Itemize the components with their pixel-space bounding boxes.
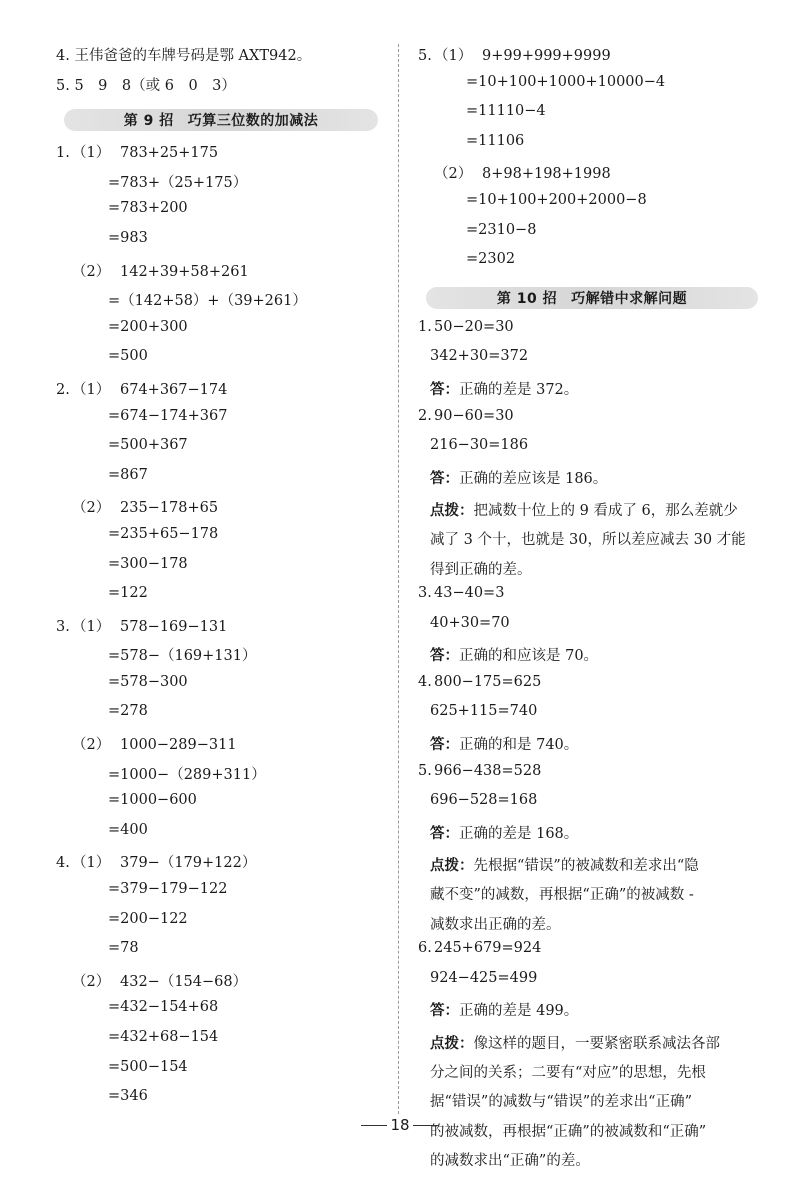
answer-text: 正确的和应该是 70。 [459,648,599,665]
problem-number: 3. [56,618,70,635]
calc-step: =2302 [466,251,516,268]
answer-prefix: 答： [430,380,459,398]
answer-prefix: 答： [430,469,459,487]
calc-step: 696−528=168 [430,792,538,809]
expression: 578−169−131 [120,618,228,635]
expression: 50−20=30 [434,318,514,335]
problem-head [434,162,758,192]
calc-step: =432−154+68 [108,999,219,1016]
calc-step: =432+68−154 [108,1029,219,1045]
section-title: 巧解错中求解问题 [571,290,688,307]
hint-text: 把减数十位上的 9 看成了 6，那么差就少 [473,503,738,520]
problem-number: 2. [418,407,432,424]
sub-label: （1） [72,618,111,635]
expression: 674+367−174 [120,381,228,398]
answer-prefix: 答： [430,824,459,842]
problem-head [72,970,378,1000]
expression: 142+39+58+261 [120,263,249,280]
answer-line: 5. 5 9 8（或 6 0 3） [56,77,236,94]
calc-step: =867 [108,466,148,483]
answer-prefix: 答： [430,1002,459,1020]
hint-prefix: 点拨： [430,1035,474,1052]
calc-step: =200−122 [108,910,188,927]
hint-text: 像这样的题目，一要紧密联系减法各部 [473,1036,720,1052]
problem-number: 3. [418,585,432,602]
problem-head [56,378,378,408]
answer-text: 正确的和是 740。 [459,737,579,754]
calc-step: =（142+58）+（39+261） [108,293,307,310]
calc-step: =200+300 [108,318,188,335]
answer-prefix: 答： [430,647,459,665]
calc-step: 625+115=740 [430,703,538,720]
calc-step: =300−178 [108,555,188,572]
calc-step: =578−（169+131） [108,648,257,665]
hint-text: 分之间的关系；二要有“对应”的思想，先根 [430,1064,706,1081]
answer-line: 4. 王伟爸爸的车牌号码是鄂 AXT942。 [56,48,312,64]
expression: 379−（179+122） [120,855,257,872]
calc-step: =783+200 [108,200,188,217]
expression: 235−178+65 [120,500,219,517]
problem-head [418,940,758,970]
problem-number: 2. [56,381,70,398]
calc-step: =78 [108,940,139,957]
calc-step: =2310−8 [466,221,537,238]
answer-line [418,733,758,763]
hint-line [418,1088,758,1118]
calc-step: =500 [108,348,148,365]
hint-text: 据“错误”的减数与“错误”的差求出“正确” [430,1094,692,1111]
answer-line [418,822,758,852]
answer-line [418,378,758,408]
hint-text: 先根据“错误”的被减数和差求出“隐 [473,858,699,875]
problem-5-block [418,44,758,281]
hint-line [418,911,758,941]
problem-number: 6. [418,940,432,957]
column-divider [398,44,399,1114]
calc-step: =674−174+367 [108,407,228,424]
calc-step: =983 [108,229,148,246]
problem-number: 5. [418,762,432,779]
problem-head [418,319,758,349]
calc-step: =1000−600 [108,792,197,809]
problem-head [72,733,378,763]
hint-text: 藏不变”的减数，再根据“正确”的被减数 - [430,887,694,904]
expression: 43−40=3 [434,585,505,602]
calc-step: 342+30=372 [430,348,529,365]
left-problem-list [56,141,378,1118]
problem-head [418,44,758,74]
calc-step: =235+65−178 [108,525,219,542]
hint-line [418,851,758,881]
sub-label: （1） [72,145,111,162]
right-column [418,44,758,1177]
calc-step: 216−30=186 [430,437,529,454]
hint-line [418,1147,758,1177]
calc-step: =278 [108,703,148,720]
sub-label: （1） [434,48,473,64]
expression: 245+679=924 [434,940,542,957]
sub-label: （1） [72,855,111,872]
hint-line [418,556,758,586]
hint-text: 减数求出正确的差。 [430,916,561,933]
sub-label: （2） [72,263,111,280]
calc-step: =379−179−122 [108,881,228,898]
answer-line [418,467,758,497]
hint-line [418,1029,758,1059]
problem-head [72,496,378,526]
section-banner-10 [426,287,758,309]
sub-label: （2） [72,737,111,754]
answer-text: 正确的差应该是 186。 [459,470,608,487]
calc-step: =10+100+1000+10000−4 [466,73,666,90]
calc-step: =10+100+200+2000−8 [466,191,647,208]
calc-step: =122 [108,585,148,602]
calc-step: 40+30=70 [430,614,510,631]
calc-step: =11106 [466,132,525,149]
hint-text: 的减数求出“正确”的差。 [430,1153,590,1170]
answer-prefix: 答： [430,736,459,754]
problem-head [418,763,758,793]
calc-step: =11110−4 [466,103,546,120]
problem-number: 1. [56,145,70,162]
hint-line [418,881,758,911]
expression: 966−438=528 [434,762,542,779]
sub-label: （1） [72,381,111,398]
calc-step: =346 [108,1088,148,1105]
problem-number: 4. [418,673,432,690]
hint-prefix: 点拨： [430,857,474,875]
expression: 8+98+198+1998 [482,166,611,183]
problem-head [56,141,378,171]
expression: 90−60=30 [434,407,514,424]
problem-number: 1. [418,318,432,335]
section-banner-9 [64,109,378,131]
hint-text: 得到正确的差。 [430,561,532,578]
sub-label: （2） [72,500,111,517]
problem-head [56,615,378,645]
hint-text: 减了 3 个十，也就是 30，所以差应减去 30 才能 [430,531,746,548]
section-title: 巧算三位数的加减法 [187,113,319,130]
hint-line [418,1059,758,1089]
calc-step: =1000−（289+311） [108,766,266,783]
section-label: 第 10 招 [496,290,558,307]
expression: 432−（154−68） [120,973,248,990]
section-label: 第 9 招 [123,113,174,130]
expression: 783+25+175 [120,145,219,162]
problem-head [418,585,758,615]
expression: 9+99+999+9999 [482,48,611,64]
expression: 1000−289−311 [120,737,237,754]
problem-head [56,851,378,881]
left-column [56,44,378,1118]
answer-line [418,644,758,674]
answer-text: 正确的差是 168。 [459,825,579,842]
page-number: 18 [390,1116,410,1134]
answer-line [418,999,758,1029]
page-footer [0,1116,800,1134]
problem-head [72,260,378,290]
problem-number: 4. [56,855,70,872]
calc-step: 924−425=499 [430,969,538,986]
sub-label: （2） [434,166,473,183]
hint-text: 的被减数，再根据“正确”的被减数和“正确” [430,1123,707,1140]
problem-head [418,674,758,704]
problem-head [418,408,758,438]
hint-prefix: 点拨： [430,502,474,520]
calc-step: =578−300 [108,673,188,690]
calc-step: =500+367 [108,437,188,454]
calc-step: =500−154 [108,1058,188,1075]
problem-number: 5. [418,48,432,64]
hint-line [418,496,758,526]
right-problem-list [418,319,758,1177]
calc-step: =400 [108,821,148,838]
sub-label: （2） [72,973,111,990]
answer-text: 正确的差是 499。 [459,1003,579,1020]
hint-line [418,526,758,556]
expression: 800−175=625 [434,673,542,690]
answer-text: 正确的差是 372。 [459,381,579,398]
calc-step: =783+（25+175） [108,174,248,191]
